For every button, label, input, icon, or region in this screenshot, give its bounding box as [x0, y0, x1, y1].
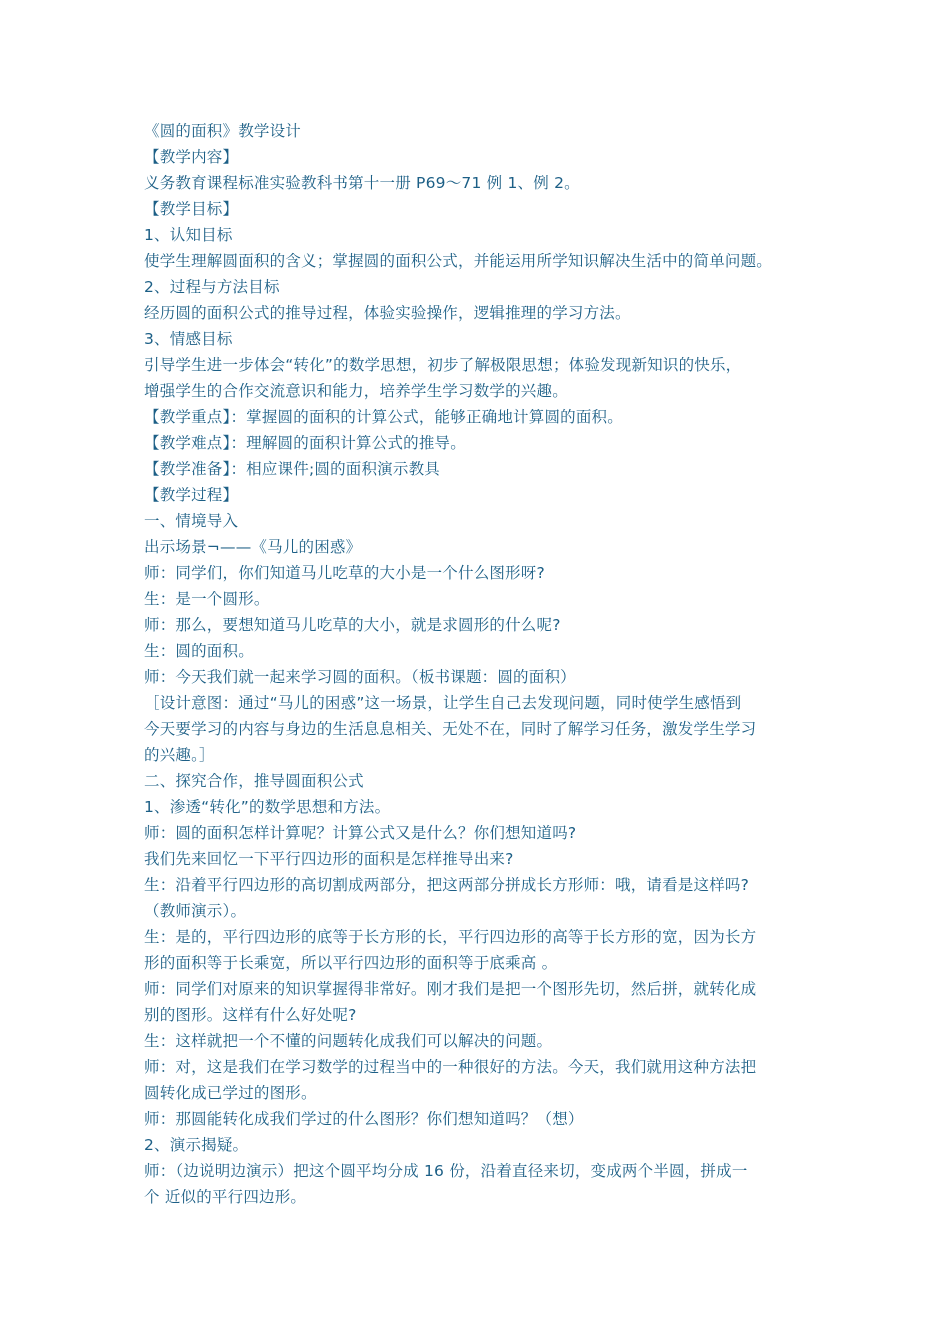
text-line: （教师演示）。: [144, 902, 247, 920]
text-line: 今天要学习的内容与身边的生活息息相关、无处不在，同时了解学习任务，激发学生学习: [144, 720, 757, 738]
text-line: 师：那么，要想知道马儿吃草的大小，就是求圆形的什么呢?: [144, 616, 561, 634]
text-line: 师：同学们对原来的知识掌握得非常好。刚才我们是把一个图形先切，然后拼，就转化成: [144, 980, 757, 998]
text-line: 师：今天我们就一起来学习圆的面积。（板书课题：圆的面积）: [144, 668, 576, 686]
text-line: 经历圆的面积公式的推导过程，体验实验操作，逻辑推理的学习方法。: [144, 304, 631, 322]
document-page: [144, 118, 814, 1210]
text-line: 的兴趣。］: [144, 746, 215, 764]
text-line: 【教学重点】：掌握圆的面积的计算公式，能够正确地计算圆的面积。: [144, 408, 623, 426]
text-line: 个 近似的平行四边形。: [144, 1188, 307, 1206]
text-line: 师：那圆能转化成我们学过的什么图形？你们想知道吗？（想）: [144, 1110, 584, 1128]
text-line: 生：这样就把一个不懂的问题转化成我们可以解决的问题。: [144, 1032, 553, 1050]
text-line: 二、探究合作，推导圆面积公式: [144, 772, 364, 790]
text-line: 【教学准备】：相应课件;圆的面积演示教具: [144, 460, 440, 478]
text-line: 使学生理解圆面积的含义；掌握圆的面积公式，并能运用所学知识解决生活中的简单问题。: [144, 252, 773, 270]
text-line: 一、情境导入: [144, 512, 239, 530]
text-line: 圆转化成已学过的图形。: [144, 1084, 317, 1102]
text-line: 生：沿着平行四边形的高切割成两部分，把这两部分拼成长方形师：哦，请看是这样吗?: [144, 876, 750, 894]
text-line: 形的面积等于长乘宽，所以平行四边形的面积等于底乘高 。: [144, 954, 558, 972]
text-line: 我们先来回忆一下平行四边形的面积是怎样推导出来?: [144, 850, 514, 868]
text-line: 师：圆的面积怎样计算呢？计算公式又是什么？你们想知道吗?: [144, 824, 577, 842]
text-line: 1、认知目标: [144, 226, 233, 244]
text-line: 别的图形。这样有什么好处呢?: [144, 1006, 357, 1024]
text-line: ［设计意图：通过“马儿的困惑”这一场景，让学生自己去发现问题，同时使学生感悟到: [144, 694, 742, 712]
text-line: 3、情感目标: [144, 330, 233, 348]
text-line: 生：圆的面积。: [144, 642, 254, 660]
text-line: 2、过程与方法目标: [144, 278, 280, 296]
text-line: 1、渗透“转化”的数学思想和方法。: [144, 798, 391, 816]
text-line: 2、演示揭疑。: [144, 1136, 249, 1154]
text-line: 生：是一个圆形。: [144, 590, 270, 608]
text-line: 师：对，这是我们在学习数学的过程当中的一种很好的方法。今天，我们就用这种方法把: [144, 1058, 757, 1076]
text-line: 【教学目标】: [144, 200, 239, 218]
text-line: 出示场景¬——《马儿的困惑》: [144, 538, 362, 556]
text-line: 【教学内容】: [144, 148, 239, 166]
text-line: 师：（边说明边演示）把这个圆平均分成 16 份，沿着直径来切，变成两个半圆，拼成一: [144, 1162, 748, 1180]
document-title: 《圆的面积》教学设计: [144, 122, 302, 140]
text-line: 【教学过程】: [144, 486, 239, 504]
text-line: 生：是的，平行四边形的底等于长方形的长，平行四边形的高等于长方形的宽，因为长方: [144, 928, 757, 946]
text-line: 引导学生进一步体会“转化”的数学思想，初步了解极限思想；体验发现新知识的快乐，: [144, 356, 742, 374]
text-line: 师：同学们，你们知道马儿吃草的大小是一个什么图形呀?: [144, 564, 545, 582]
text-line: 增强学生的合作交流意识和能力，培养学生学习数学的兴趣。: [144, 382, 568, 400]
text-line: 【教学难点】：理解圆的面积计算公式的推导。: [144, 434, 466, 452]
text-line: 义务教育课程标准实验教科书第十一册 P69～71 例 1、例 2。: [144, 174, 580, 192]
